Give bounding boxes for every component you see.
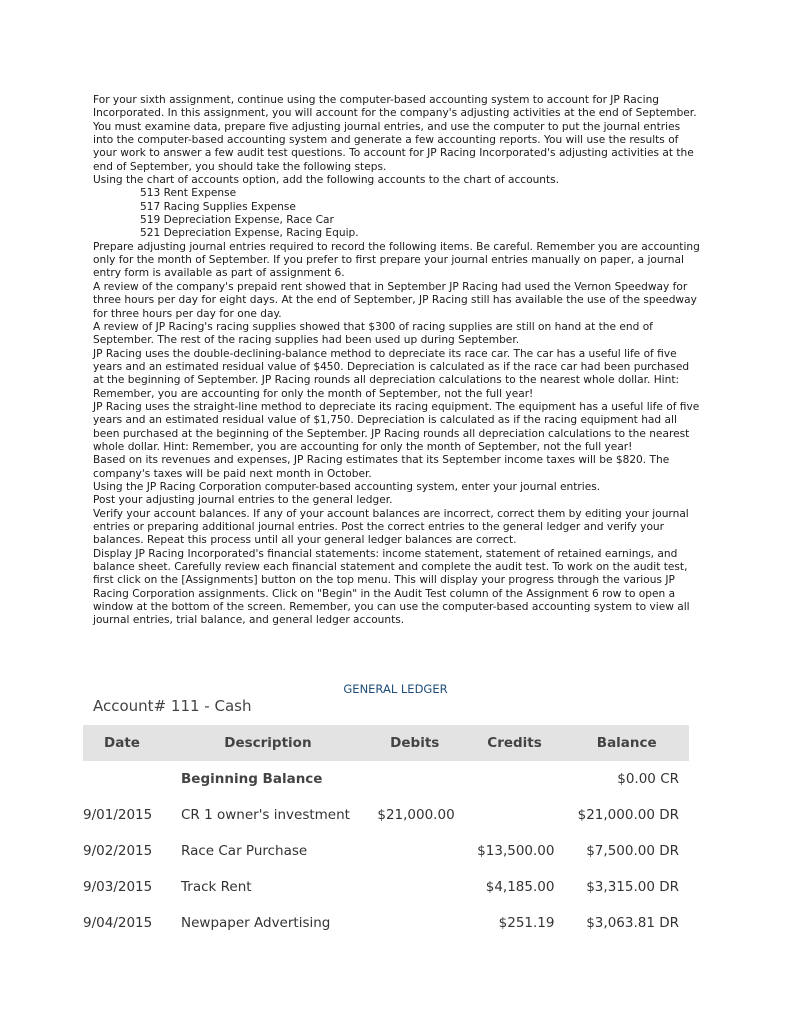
cell-balance: $7,500.00 DR <box>586 843 679 859</box>
cell-description: Beginning Balance <box>181 771 323 787</box>
account-item: 519 Depreciation Expense, Race Car <box>140 214 334 227</box>
cell-balance: $21,000.00 DR <box>577 807 679 823</box>
step-paragraph: Prepare adjusting journal entries required to record the following items. Be careful. Remember you are accounting only for the month of September. If you prefer to first prepare your journal entries manually on paper, a journal entry form is available as part of assignment 6. <box>93 240 700 280</box>
account-title: Account# 111 - Cash <box>93 697 252 715</box>
ledger-header-row <box>83 725 689 761</box>
step-paragraph: A review of the company's prepaid rent showed that in September JP Racing had used the Vernon Speedway for three hours per day for eight days. At the end of September, JP Racing still has available the use of the speedway for three hours per day for one day. <box>93 280 697 320</box>
intro-paragraph: For your sixth assignment, continue using the computer-based accounting system to account for JP Racing Incorporated. In this assignment, you will account for the company's adjusting activities at the end of September. You must examine data, prepare five adjusting journal entries, and use the computer to put the journal entries into the computer-based accounting system and generate a few accounting reports. You will use the results of your work to answer a few audit test questions. To account for JP Racing Incorporated's adjusting activities at the end of September, you should take the following steps. <box>93 94 697 173</box>
column-header-date: Date <box>83 725 171 761</box>
step-paragraph: JP Racing uses the double-declining-balance method to depreciate its race car. The car has a useful life of five years and an estimated residual value of $450. Depreciation is calculated as if the race car had been purchased at the beginning of September. JP Racing rounds all depreciation calculations to the nearest whole dollar. Hint: Remember, you are accounting for only the month of September, not the full year! <box>93 347 690 400</box>
cell-debit <box>365 761 465 797</box>
cell-credit: $251.19 <box>498 915 555 931</box>
cell-description: Race Car Purchase <box>181 843 308 859</box>
cell-description: CR 1 owner's investment <box>181 807 350 823</box>
table-row <box>83 869 689 905</box>
column-header-debits: Debits <box>365 725 465 761</box>
step-paragraph: Using the JP Racing Corporation computer-based accounting system, enter your journal entries. <box>93 480 601 493</box>
cell-date: 9/01/2015 <box>83 807 153 823</box>
cell-description: Track Rent <box>181 879 252 895</box>
cell-date: 9/03/2015 <box>83 879 153 895</box>
cell-description: Newpaper Advertising <box>181 915 331 931</box>
cell-balance: $3,063.81 DR <box>586 915 679 931</box>
table-row <box>83 761 689 797</box>
step-paragraph: Verify your account balances. If any of your account balances are incorrect, correct them by editing your journal entries or preparing additional journal entries. Post the correct entries to the general ledger and verify your balances. Repeat this process until all your general ledger balances are correct. <box>93 507 689 547</box>
step-paragraph: Post your adjusting journal entries to the general ledger. <box>93 494 393 507</box>
cell-credit: $4,185.00 <box>485 879 555 895</box>
account-item: 517 Racing Supplies Expense <box>140 200 296 213</box>
column-header-description: Description <box>171 725 365 761</box>
step-paragraph: Based on its revenues and expenses, JP Racing estimates that its September income taxes will be $820. The company's taxes will be paid next month in October. <box>93 454 670 480</box>
chart-of-accounts-instruction: Using the chart of accounts option, add the following accounts to the chart of accounts. <box>93 174 560 187</box>
account-item: 513 Rent Expense <box>140 187 237 200</box>
step-paragraph: Display JP Racing Incorporated's financial statements: income statement, statement of retained earnings, and balance sheet. Carefully review each financial statement and complete the audit test. To work on the audit test, first click on the [Assignments] button on the top menu. This will display your progress through the various JP Racing Corporation assignments. Click on "Begin" in the Audit Test column of the Assignment 6 row to open a window at the bottom of the screen. Remember, you can use the computer-based accounting system to view all journal entries, trial balance, and general ledger accounts. <box>93 547 690 627</box>
cell-date <box>83 761 171 797</box>
cell-credit <box>465 761 565 797</box>
cell-balance: $3,315.00 DR <box>586 879 679 895</box>
cell-balance: $0.00 CR <box>617 771 679 787</box>
cell-debit <box>365 833 465 869</box>
table-row <box>83 797 689 833</box>
assignment-instructions <box>93 94 703 628</box>
cell-debit <box>365 869 465 905</box>
account-item: 521 Depreciation Expense, Racing Equip. <box>140 227 359 240</box>
table-row <box>83 905 689 941</box>
step-paragraph: JP Racing uses the straight-line method to depreciate its racing equipment. The equipment has a useful life of five years and an estimated residual value of $1,750. Depreciation is calculated as if the racing equipment had all been purchased at the beginning of the September. JP Racing rounds all depreciation calculations to the nearest whole dollar. Hint: Remember, you are accounting for only the month of September, not the full year! <box>93 400 700 453</box>
cell-credit: $13,500.00 <box>477 843 555 859</box>
step-paragraph: A review of JP Racing's racing supplies showed that $300 of racing supplies are still on hand at the end of September. The rest of the racing supplies had been used up during September. <box>93 320 653 347</box>
general-ledger-heading: GENERAL LEDGER <box>343 682 448 696</box>
column-header-credits: Credits <box>465 725 565 761</box>
cell-debit <box>365 905 465 941</box>
column-header-balance: Balance <box>564 725 689 761</box>
cell-date: 9/04/2015 <box>83 915 153 931</box>
cell-debit: $21,000.00 <box>377 807 455 823</box>
cell-date: 9/02/2015 <box>83 843 153 859</box>
ledger-table <box>83 725 689 941</box>
cell-credit <box>465 797 565 833</box>
table-row <box>83 833 689 869</box>
